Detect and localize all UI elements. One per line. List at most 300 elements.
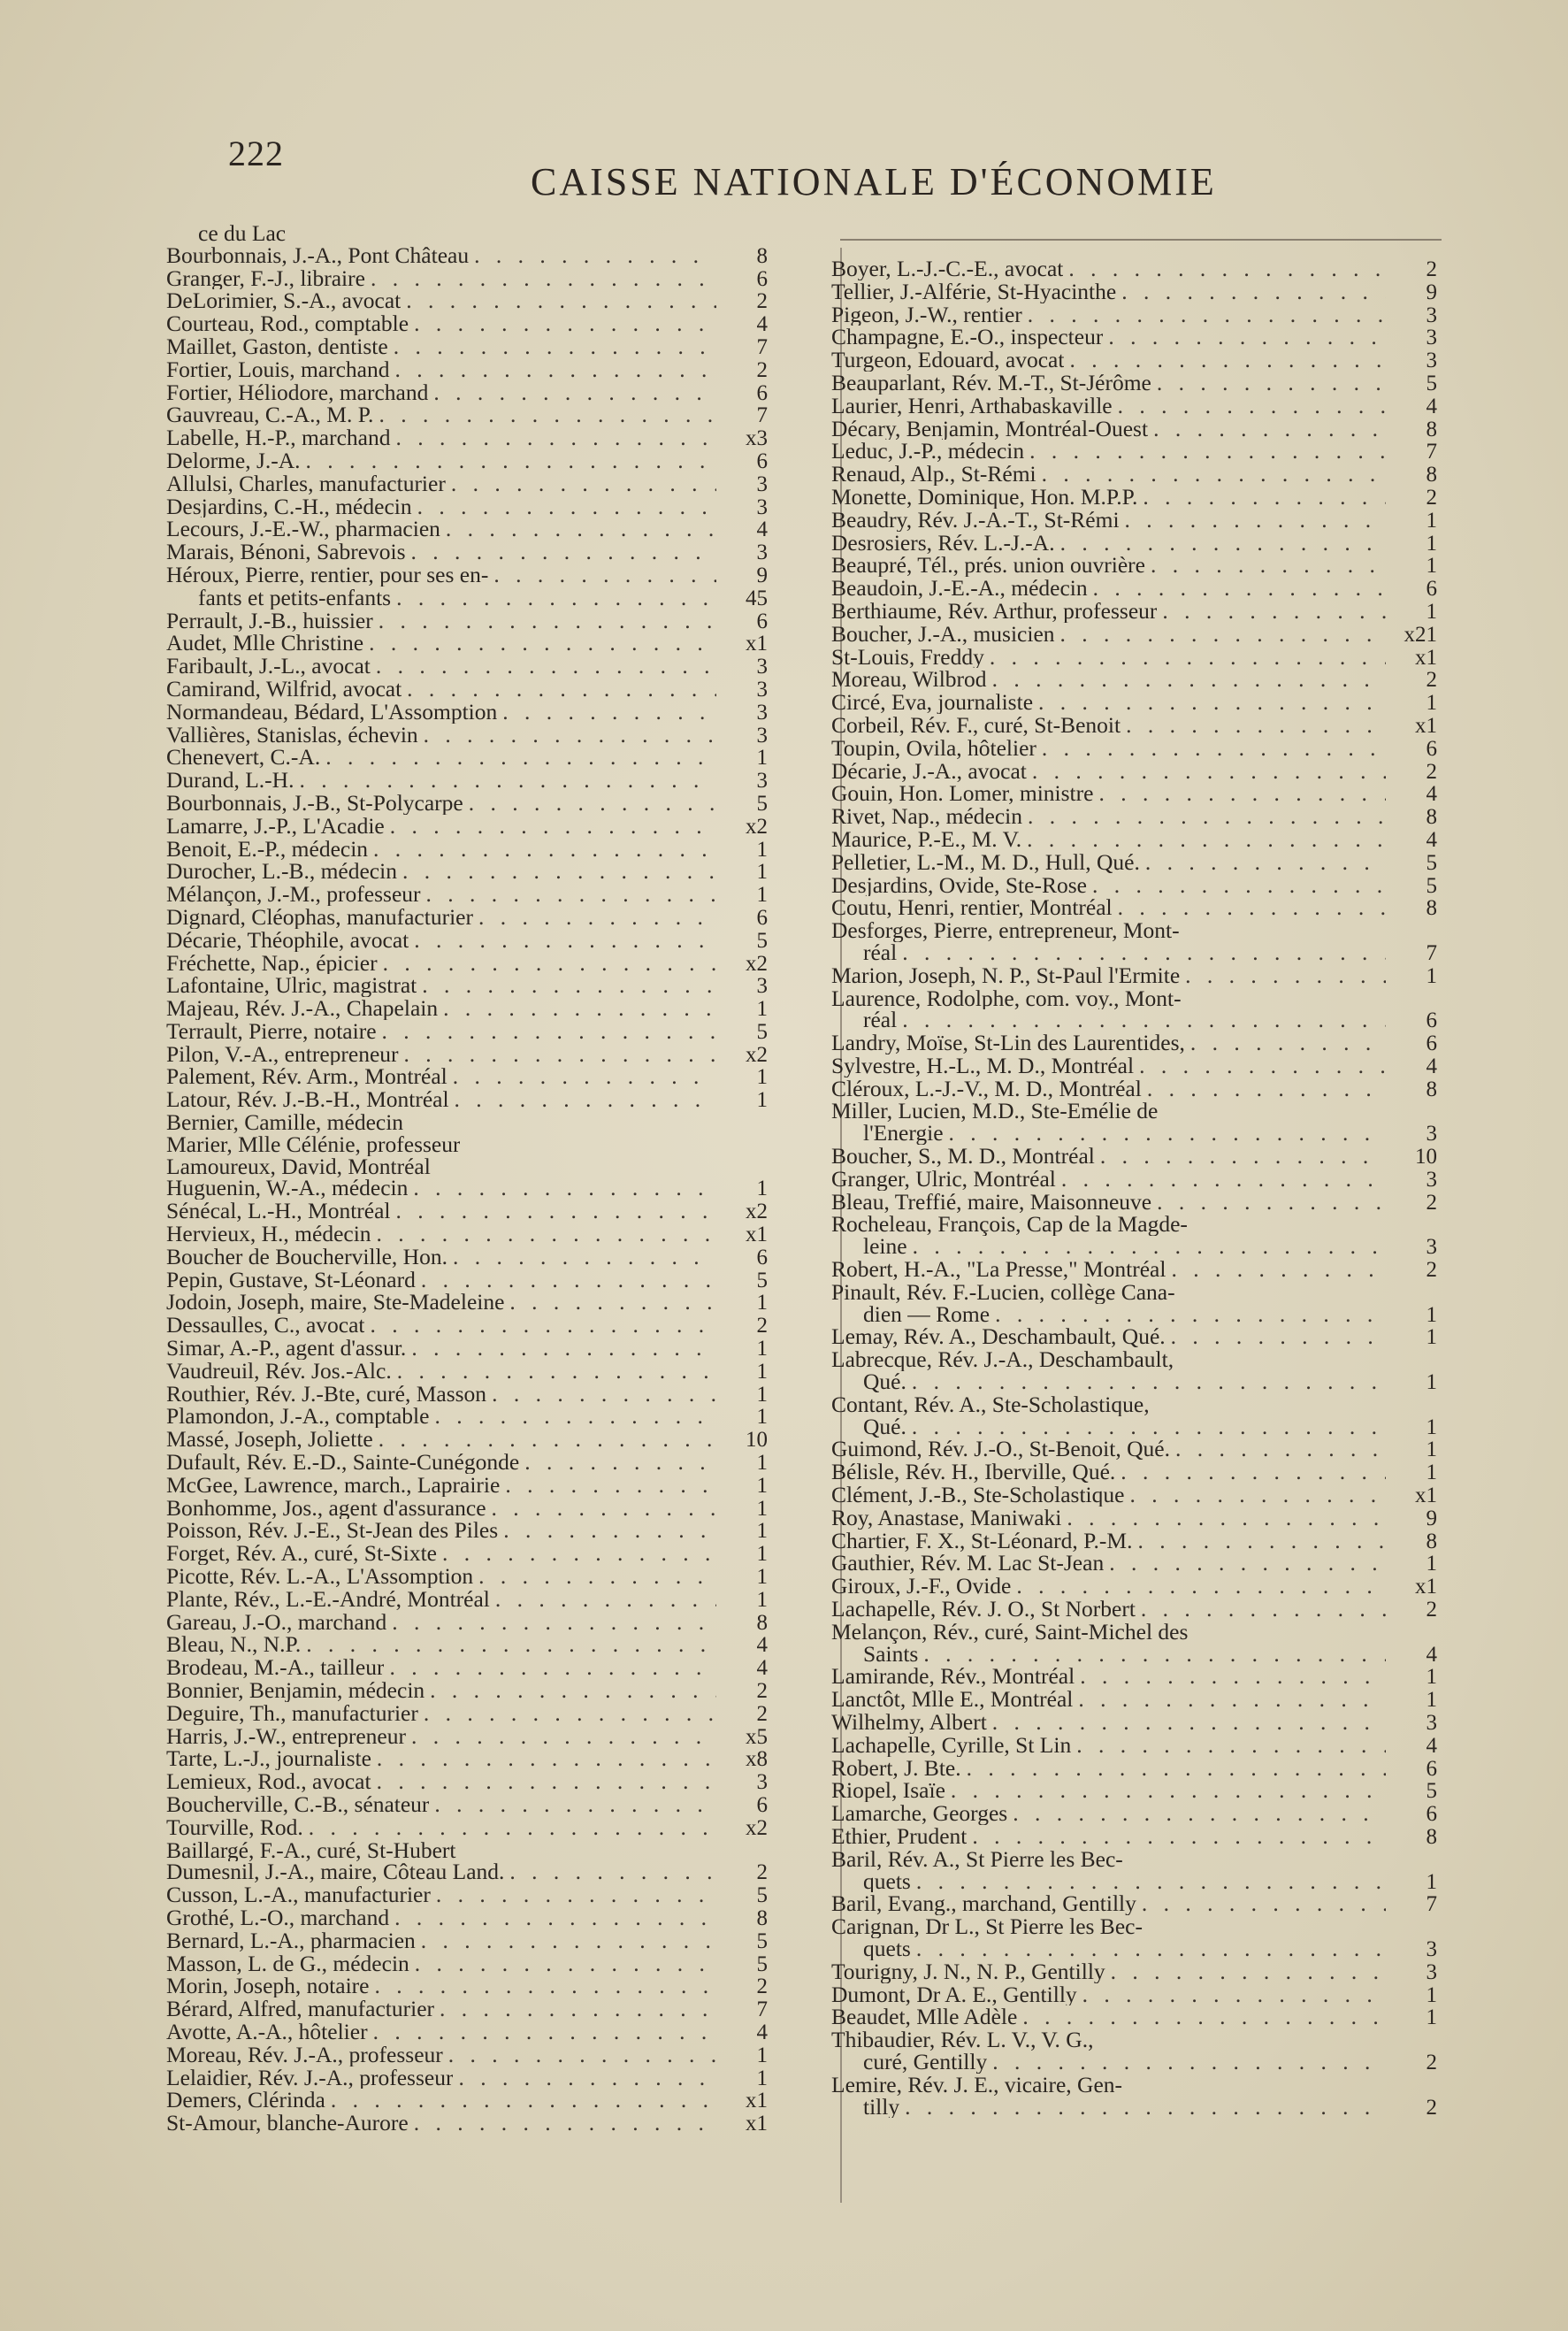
subscriber-name: Lemieux, Rod., avocat <box>166 1771 371 1793</box>
list-item <box>166 747 768 770</box>
dot-leader <box>1032 761 1386 783</box>
subscriber-name: Dumont, Dr A. E., Gentilly <box>831 1983 1077 2006</box>
subscriber-name: Fréchette, Nap., épicier <box>166 952 378 975</box>
dot-leader <box>411 1338 716 1360</box>
dot-leader <box>396 587 716 610</box>
share-count: x8 <box>746 1747 768 1772</box>
dot-leader <box>453 1066 716 1088</box>
dot-leader <box>325 747 716 769</box>
list-item <box>831 464 1437 487</box>
subscriber-name: Benoit, E.-P., médecin <box>166 838 369 861</box>
subscriber-name: réal <box>863 1009 898 1032</box>
list-item <box>166 884 768 907</box>
subscriber-name: Bernard, L.-A., pharmacien <box>166 1929 416 1952</box>
share-count: 1 <box>1426 599 1437 624</box>
dot-leader <box>495 1589 716 1611</box>
subscriber-name: Clément, J.-B., Ste-Scholastique <box>831 1484 1125 1507</box>
subscriber-name: Mélançon, J.-M., professeur <box>166 884 421 906</box>
subscriber-name: Dufault, Rév. E.-D., Sainte-Cunégonde <box>166 1452 520 1474</box>
dot-leader <box>916 1871 1386 1893</box>
dot-leader <box>912 1371 1386 1393</box>
list-item <box>831 1507 1437 1530</box>
list-item <box>166 1156 768 1178</box>
share-count: 4 <box>756 2020 768 2044</box>
dot-leader <box>1185 965 1386 987</box>
subscriber-name: Granger, F.-J., libraire <box>166 267 365 290</box>
list-item <box>831 1349 1437 1371</box>
subscriber-name: Bourbonnais, J.-B., St-Polycarpe <box>166 792 463 815</box>
subscriber-name: Rivet, Nap., médecin <box>831 806 1022 828</box>
share-count: 1 <box>756 1065 768 1090</box>
share-count: 1 <box>1426 554 1437 579</box>
share-count: 4 <box>1426 1642 1437 1667</box>
list-item <box>831 487 1437 510</box>
subscriber-name: Contant, Rév. A., Ste-Scholastique, <box>831 1393 1150 1416</box>
list-item <box>166 404 768 427</box>
subscriber-name: Boucher, J.-A., musicien <box>831 623 1055 646</box>
subscriber-name: Audet, Mlle Christine <box>166 633 364 656</box>
share-count: 5 <box>1426 1779 1437 1804</box>
share-count: 1 <box>756 997 768 1022</box>
dot-leader <box>396 1200 717 1223</box>
dot-leader <box>902 1009 1386 1031</box>
dot-leader <box>383 953 716 975</box>
list-item <box>831 1259 1437 1282</box>
subscriber-name: Champagne, E.-O., inspecteur <box>831 326 1104 349</box>
subscriber-name: Grothé, L.-O., marchand <box>166 1906 390 1929</box>
subscriber-name: Pelletier, L.-M., M. D., Hull, Qué. <box>831 851 1140 874</box>
list-item <box>166 702 768 725</box>
list-item <box>166 382 768 405</box>
subscriber-name: Beaudoin, J.-E.-A., médecin <box>831 578 1088 600</box>
list-item <box>831 1849 1437 1871</box>
share-count: 8 <box>756 1905 768 1930</box>
share-count: 3 <box>756 974 768 999</box>
dot-leader <box>1129 1484 1386 1507</box>
dot-leader <box>424 1703 716 1725</box>
subscriber-name: quets <box>863 1937 911 1960</box>
share-count: 3 <box>756 769 768 794</box>
dot-leader <box>469 793 716 815</box>
subscriber-name: Gauthier, Rév. M. Lac St-Jean <box>831 1553 1105 1576</box>
share-count: 8 <box>1426 463 1437 487</box>
dot-leader <box>1139 1055 1386 1077</box>
subscriber-name: Picotte, Rév. L.-A., L'Assomption <box>166 1566 474 1588</box>
share-count: 1 <box>756 1291 768 1315</box>
subscriber-name: Hervieux, H., médecin <box>166 1223 371 1246</box>
dot-leader <box>1162 601 1386 623</box>
list-item <box>166 587 768 610</box>
subscriber-name: Labelle, H.-P., marchand <box>166 427 391 449</box>
list-item <box>831 510 1437 533</box>
share-count: 6 <box>756 905 768 930</box>
dot-leader <box>524 1452 716 1474</box>
list-item <box>831 897 1437 920</box>
subscriber-name: Bleau, N., N.P. <box>166 1634 302 1657</box>
dot-leader <box>434 1794 716 1816</box>
list-item <box>166 359 768 382</box>
dot-leader <box>414 2112 716 2135</box>
subscriber-name: Roy, Anastase, Maniwaki <box>831 1507 1062 1530</box>
share-count: 1 <box>1426 963 1437 988</box>
share-count: 1 <box>1426 508 1437 533</box>
dot-leader <box>331 2089 716 2112</box>
list-item <box>166 1315 768 1338</box>
dot-leader <box>299 770 716 792</box>
subscriber-name: Laurence, Rodolphe, com. voy., Mont- <box>831 987 1182 1010</box>
list-item <box>166 1361 768 1384</box>
dot-leader <box>1157 1192 1386 1214</box>
dot-leader <box>1061 1169 1386 1191</box>
share-count: 3 <box>756 1770 768 1795</box>
list-item <box>831 806 1437 829</box>
share-count: x1 <box>746 2089 768 2113</box>
share-count: 1 <box>1426 1302 1437 1327</box>
dot-leader <box>1082 1984 1386 2006</box>
list-item <box>166 1134 768 1156</box>
share-count: 7 <box>1426 440 1437 464</box>
subscriber-name: Corbeil, Rév. F., curé, St-Benoit <box>831 714 1121 737</box>
dot-leader <box>1151 555 1386 577</box>
share-count: 1 <box>1426 1869 1437 1894</box>
subscriber-name: Ethier, Prudent <box>831 1825 968 1848</box>
dot-leader <box>502 702 716 724</box>
list-item <box>831 1871 1437 1894</box>
subscriber-name: tilly <box>863 2096 900 2119</box>
share-count: 1 <box>756 2043 768 2067</box>
list-item <box>831 1416 1437 1439</box>
share-count: 2 <box>1426 1598 1437 1622</box>
list-item <box>166 1589 768 1612</box>
subscriber-name: Bernier, Camille, médecin <box>166 1112 404 1134</box>
subscriber-name: Lachapelle, Cyrille, St Lin <box>831 1734 1072 1757</box>
dot-leader <box>414 930 716 952</box>
share-count: 3 <box>1426 1167 1437 1192</box>
dot-leader <box>404 1044 716 1066</box>
list-item <box>831 1938 1437 1961</box>
list-item <box>831 1326 1437 1349</box>
share-count: 6 <box>756 1792 768 1817</box>
dot-leader <box>1153 418 1386 441</box>
list-item <box>831 988 1437 1010</box>
share-count: 1 <box>756 883 768 908</box>
subscriber-name: Fortier, Louis, marchand <box>166 358 390 381</box>
subscriber-name: Demers, Clérinda <box>166 2089 325 2112</box>
dot-leader <box>1147 1078 1386 1100</box>
list-item <box>166 1475 768 1498</box>
subscriber-name: Bleau, Treffié, maire, Maisonneuve <box>831 1191 1152 1214</box>
subscriber-name: Qué. <box>863 1371 906 1393</box>
share-count: 10 <box>1415 1145 1437 1169</box>
list-item <box>831 669 1437 692</box>
share-count: 2 <box>1426 1190 1437 1215</box>
list-item <box>166 1269 768 1292</box>
list-item <box>831 1666 1437 1689</box>
subscriber-name: Rocheleau, François, Cap de la Magde- <box>831 1214 1188 1237</box>
list-item <box>831 829 1437 852</box>
list-item <box>831 1893 1437 1916</box>
share-count: 6 <box>1426 1802 1437 1827</box>
dot-leader <box>395 359 717 381</box>
share-count: x21 <box>1404 622 1437 647</box>
subscriber-name: Poisson, Rév. J.-E., St-Jean des Piles <box>166 1520 499 1543</box>
subscriber-name: Monette, Dominique, Hon. M.P.P. <box>831 486 1138 509</box>
share-count: 3 <box>756 655 768 679</box>
dot-leader <box>1060 624 1386 646</box>
share-count: 7 <box>756 1997 768 2022</box>
share-count: x2 <box>746 814 768 839</box>
subscriber-name: Bonnier, Benjamin, médecin <box>166 1680 425 1702</box>
subscriber-name: Durocher, L.-B., médecin <box>166 861 397 884</box>
list-item <box>831 1758 1437 1781</box>
subscriber-name: Durand, L.-H. <box>166 770 294 792</box>
share-count: x1 <box>1415 713 1437 738</box>
share-count: 1 <box>756 1088 768 1113</box>
dot-leader <box>394 1907 716 1929</box>
list-item <box>166 1703 768 1726</box>
share-count: 5 <box>756 1883 768 1908</box>
header-rule <box>840 239 1442 241</box>
list-item <box>831 647 1437 670</box>
share-count: x2 <box>746 1815 768 1840</box>
share-count: 6 <box>1426 1031 1437 1056</box>
list-item <box>831 1438 1437 1461</box>
subscriber-name: réal <box>863 941 898 964</box>
subscriber-name: Giroux, J.-F., Ovide <box>831 1576 1012 1599</box>
dot-leader <box>434 1406 716 1428</box>
subscriber-name: Laurier, Henri, Arthabaskaville <box>831 395 1113 418</box>
dot-leader <box>379 1429 716 1451</box>
list-item <box>166 313 768 336</box>
list-item <box>166 1246 768 1269</box>
list-item <box>166 610 768 633</box>
list-item <box>831 624 1437 647</box>
list-item <box>831 2074 1437 2097</box>
list-item <box>831 372 1437 395</box>
share-count: 8 <box>1426 1529 1437 1553</box>
list-item <box>166 1612 768 1635</box>
list-item <box>831 1169 1437 1192</box>
list-item <box>831 1984 1437 2007</box>
list-item <box>831 441 1437 464</box>
subscriber-name: Renaud, Alp., St-Rémi <box>831 464 1036 486</box>
list-item <box>166 816 768 839</box>
subscriber-name: Harris, J.-W., entrepreneur <box>166 1725 406 1748</box>
subscriber-name: Allulsi, Charles, manufacturier <box>166 472 446 495</box>
share-count: 1 <box>756 1565 768 1590</box>
share-count: x2 <box>746 1200 768 1224</box>
share-count: 2 <box>1426 2095 1437 2120</box>
subscriber-name: Lemire, Rév. J. E., vicaire, Gen- <box>831 2074 1123 2097</box>
share-count: 1 <box>1426 1552 1437 1576</box>
list-item <box>166 245 768 268</box>
list-item <box>831 1123 1437 1146</box>
list-item <box>166 223 768 245</box>
share-count: x1 <box>1415 1484 1437 1508</box>
list-item <box>166 1748 768 1771</box>
list-item <box>831 1146 1437 1169</box>
list-item <box>166 1998 768 2021</box>
subscriber-name: l'Energie <box>863 1123 944 1146</box>
subscriber-name: Fortier, Héliodore, marchand <box>166 381 429 404</box>
subscriber-name: Beaudet, Mlle Adèle <box>831 2006 1018 2029</box>
dot-leader <box>1092 875 1386 897</box>
list-item <box>166 1520 768 1543</box>
list-item <box>831 601 1437 624</box>
subscriber-name: Chartier, F. X., St-Léonard, P.-M. <box>831 1530 1133 1553</box>
subscriber-name: Vaudreuil, Rév. Jos.-Alc. <box>166 1360 392 1383</box>
share-count: 2 <box>756 357 768 382</box>
dot-leader <box>421 1930 716 1952</box>
subscriber-name: Moreau, Rév. J.-A., professeur <box>166 2043 443 2066</box>
list-item <box>166 1044 768 1067</box>
list-item <box>166 1884 768 1907</box>
list-item <box>166 1066 768 1089</box>
subscriber-name: Qué. <box>863 1415 906 1438</box>
list-item <box>166 1177 768 1200</box>
list-item <box>166 1384 768 1407</box>
share-count: 1 <box>756 1405 768 1430</box>
subscriber-name: Maillet, Gaston, dentiste <box>166 335 388 358</box>
subscriber-name: Lachapelle, Rév. J. O., St Norbert <box>831 1599 1136 1621</box>
dot-leader <box>1080 1666 1386 1688</box>
list-item <box>166 1634 768 1657</box>
share-count: 1 <box>1426 1461 1437 1485</box>
share-count: 3 <box>1426 1122 1437 1146</box>
list-item <box>831 1735 1437 1758</box>
subscriber-name: Décarie, Théophile, avocat <box>166 929 409 952</box>
list-item <box>166 1200 768 1223</box>
list-item <box>831 1282 1437 1304</box>
subscriber-name: Labrecque, Rév. J.-A., Deschambault, <box>831 1349 1174 1372</box>
list-item <box>166 1794 768 1817</box>
subscriber-name: Turgeon, Edouard, avocat <box>831 349 1065 372</box>
share-count: 6 <box>1426 1756 1437 1781</box>
subscriber-name: curé, Gentilly <box>863 2051 988 2074</box>
list-item <box>166 633 768 656</box>
dot-leader <box>413 1177 716 1200</box>
subscriber-name: Desforges, Pierre, entrepreneur, Mont- <box>831 920 1180 942</box>
share-count: 2 <box>756 1701 768 1726</box>
right-column <box>831 258 1437 2119</box>
share-count: 5 <box>1426 371 1437 395</box>
list-item <box>166 2021 768 2044</box>
dot-leader <box>972 1826 1386 1848</box>
subscriber-name: Baril, Evang., marchand, Gentilly <box>831 1893 1136 1916</box>
share-count: 2 <box>756 289 768 314</box>
list-item <box>831 1644 1437 1667</box>
share-count: 7 <box>1426 1892 1437 1917</box>
list-item <box>831 965 1437 988</box>
dot-leader <box>376 656 716 678</box>
share-count: 3 <box>1426 1959 1437 1984</box>
share-count: 3 <box>1426 349 1437 373</box>
subscriber-name: Plamondon, J.-A., comptable <box>166 1406 430 1429</box>
dot-leader <box>1100 1146 1386 1168</box>
dot-leader <box>414 313 716 335</box>
list-item <box>166 953 768 976</box>
share-count: 1 <box>756 1473 768 1498</box>
subscriber-name: Faribault, J.-L., avocat <box>166 656 371 678</box>
list-item <box>166 998 768 1021</box>
dot-leader <box>453 1246 716 1269</box>
dot-leader <box>377 1223 716 1246</box>
subscriber-name: Lamoureux, David, Montréal <box>166 1155 431 1178</box>
list-item <box>831 738 1437 761</box>
dot-leader <box>1069 349 1386 372</box>
dot-leader <box>421 1269 716 1292</box>
dot-leader <box>916 1938 1386 1960</box>
list-item <box>166 518 768 541</box>
subscriber-name: Lamirande, Rév., Montréal <box>831 1666 1075 1689</box>
dot-leader <box>396 427 717 449</box>
share-count: 1 <box>756 1359 768 1384</box>
list-item <box>831 1780 1437 1803</box>
subscriber-name: Saints <box>863 1643 919 1666</box>
list-item <box>166 336 768 359</box>
share-count: 1 <box>1426 1415 1437 1439</box>
dot-leader <box>1190 1032 1386 1054</box>
dot-leader <box>1111 1961 1386 1983</box>
subscriber-name: Routhier, Rév. J.-Bte, curé, Masson <box>166 1383 487 1406</box>
dot-leader <box>1016 1576 1386 1598</box>
dot-leader <box>505 1475 716 1497</box>
list-item <box>831 783 1437 806</box>
dot-leader <box>448 2044 716 2066</box>
dot-leader <box>990 647 1386 669</box>
list-item <box>831 1622 1437 1644</box>
subscriber-name: dien — Rome <box>863 1303 991 1326</box>
dot-leader <box>509 1292 716 1314</box>
subscriber-name: Bérard, Alfred, manufacturier <box>166 1998 435 2020</box>
list-item <box>831 1826 1437 1849</box>
share-count: 9 <box>1426 280 1437 304</box>
subscriber-name: Dumesnil, J.-A., maire, Côteau Land. <box>166 1861 505 1884</box>
share-count: 6 <box>1426 577 1437 602</box>
dot-leader <box>369 633 716 655</box>
subscriber-name: Robert, H.-A., "La Presse," Montréal <box>831 1259 1166 1281</box>
share-count: 4 <box>1426 394 1437 418</box>
subscriber-name: Morin, Joseph, notaire <box>166 1975 370 1998</box>
subscriber-name: Terrault, Pierre, notaire <box>166 1020 377 1043</box>
share-count: 1 <box>756 837 768 862</box>
dot-leader <box>1157 372 1386 395</box>
subscriber-name: Lemay, Rév. A., Deschambault, Qué. <box>831 1326 1166 1349</box>
share-count: 8 <box>1426 805 1437 830</box>
subscriber-name: Perrault, J.-B., huissier <box>166 610 373 633</box>
share-count: 2 <box>1426 257 1437 281</box>
subscriber-name: Boucher, S., M. D., Montréal <box>831 1146 1095 1168</box>
dot-leader <box>422 975 716 997</box>
share-count: 10 <box>746 1428 768 1453</box>
list-item <box>831 395 1437 418</box>
list-item <box>166 1338 768 1361</box>
dot-leader <box>913 1236 1386 1258</box>
list-item <box>831 349 1437 372</box>
dot-leader <box>1028 806 1386 828</box>
list-item <box>166 427 768 450</box>
list-item <box>831 533 1437 556</box>
dot-leader <box>1098 783 1386 805</box>
subscriber-name: Beaudry, Rév. J.-A.-T., St-Rémi <box>831 509 1120 532</box>
share-count: 2 <box>756 1974 768 1999</box>
share-count: 4 <box>756 1633 768 1658</box>
subscriber-name: Riopel, Isaïe <box>831 1780 945 1803</box>
list-item <box>166 2112 768 2135</box>
subscriber-name: Lamarre, J.-P., L'Acadie <box>166 815 385 838</box>
subscriber-name: Coutu, Henri, rentier, Montréal <box>831 897 1113 920</box>
subscriber-name: Guimond, Rév. J.-O., St-Benoit, Qué. <box>831 1438 1170 1461</box>
